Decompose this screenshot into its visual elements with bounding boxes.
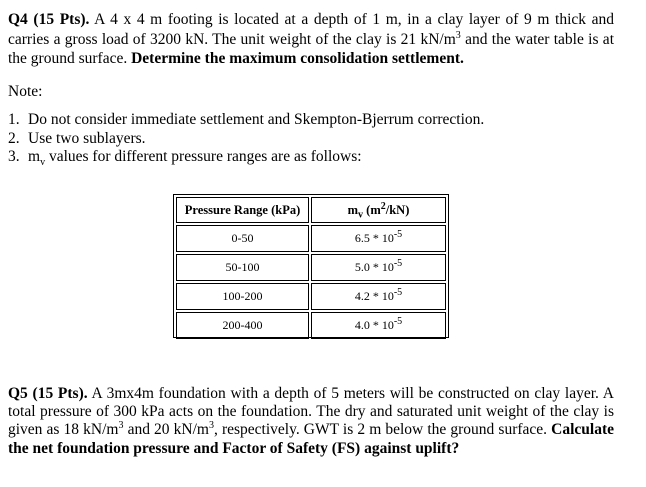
mv-cell: $6.5 * 10^{-5}$	[311, 225, 446, 252]
q5-sup-a: 3	[118, 420, 124, 432]
header-pressure-range: Pressure Range (kPa)	[176, 197, 309, 223]
note-text: values for different pressure ranges are as follows:	[45, 148, 362, 165]
q4-heading: Q4 (15 Pts).	[8, 11, 90, 28]
note-sub-v: v	[40, 157, 46, 169]
q5-text-c: , respectively. GWT is 2 m below the ground surface.	[213, 421, 552, 439]
note-text: Use two sublayers.	[28, 129, 146, 147]
table-row	[176, 254, 446, 281]
q4-sup-1: 3	[455, 29, 461, 41]
q4-task: Determine the maximum consolidation settlement.	[131, 50, 464, 67]
q5-task: Calculate the net foundation pressure and Factor of Safety (FS) against uplift?	[8, 421, 614, 457]
pressure-range-cell: 50-100	[176, 254, 309, 281]
note-item	[8, 148, 614, 167]
note-m: m	[28, 148, 41, 165]
q4-text-1: A 4 x 4 m footing is located at a depth of 1 m, in a clay layer of 9 m thick and carries a gross load of 3200 kN. The unit weight of the clay is 21 kN/m	[8, 11, 614, 48]
note-number: 1.	[8, 111, 20, 128]
pressure-range-cell: 100-200	[176, 283, 309, 310]
note-item	[8, 130, 614, 149]
mv-cell: $4.2 * 10^{-5}$	[311, 283, 446, 310]
q5-text-b: and 20 kN/m	[123, 421, 209, 439]
mv-cell: $4.0 * 10^{-5}$	[311, 312, 446, 339]
q5-sup-b: 3	[208, 420, 214, 432]
table-row	[176, 225, 446, 252]
question-5	[8, 385, 614, 458]
pressure-range-cell: 200-400	[176, 312, 309, 339]
table-row	[176, 283, 446, 310]
q5-heading: Q5 (15 Pts).	[8, 385, 88, 402]
note-label: Note:	[8, 83, 43, 100]
note-number: 3.	[8, 148, 20, 165]
table-header-row	[176, 197, 446, 223]
pressure-range-cell: 0-50	[176, 225, 309, 252]
note-text: Do not consider immediate settlement and Skempton-Bjerrum correction.	[28, 111, 485, 128]
notes-list	[8, 111, 614, 167]
table-row	[176, 312, 446, 339]
q4-text-2: and the water table is at the ground surface.	[8, 30, 614, 67]
note-item	[8, 111, 614, 130]
q5-text-a: A 3mx4m foundation with a depth of 5 meters will be constructed on clay layer. A total pressure of 300 kPa acts on the foundation. The dry and saturated unit weight of the clay is given as 18 kN/m	[8, 385, 614, 439]
note-number: 2.	[8, 129, 20, 147]
question-4	[8, 10, 614, 69]
mv-cell: $5.0 * 10^{-5}$	[311, 254, 446, 281]
mv-table	[173, 194, 449, 338]
header-mv: $m_v$ $(m^2/kN)$	[311, 197, 446, 223]
